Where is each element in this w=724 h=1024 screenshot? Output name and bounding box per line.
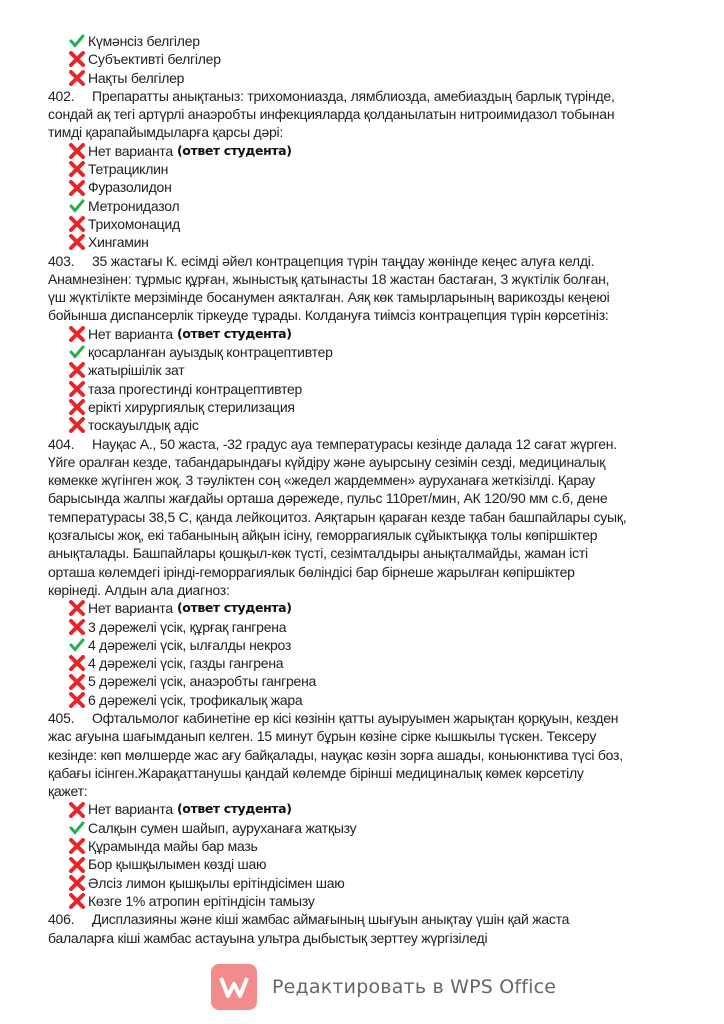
option-text: Нет варианта xyxy=(88,142,173,159)
cross-icon xyxy=(68,143,86,159)
question-text-line xyxy=(48,929,708,947)
question-text: анықталады. Башпайлары қошқыл-көк түсті, сезімталдыры анықталмайды, жаман істі xyxy=(48,545,588,562)
wps-logo-icon xyxy=(211,964,257,1010)
wps-edit-banner[interactable] xyxy=(211,964,556,1010)
question-text: Офтальмолог кабинетіне ер кісі көзінін қатты ауыруымен жарықтан қорқуын, кезден xyxy=(92,709,619,726)
question-text-line xyxy=(48,489,708,507)
question-text-line xyxy=(48,453,708,471)
answer-option xyxy=(48,215,708,233)
option-text: тоскауылдық адіс xyxy=(88,417,199,434)
cross-icon xyxy=(68,326,86,342)
cross-icon xyxy=(68,399,86,415)
question-text-line xyxy=(48,709,708,727)
option-text: Нақты белгілер xyxy=(88,69,185,86)
option-text: 6 дәрежелі үсік, трофикалық жара xyxy=(88,691,303,708)
question-text: үш жүктілікте мерзімінде босанумен аякталған. Аяқ көк тамырларының варикозды кеңеюі xyxy=(48,289,610,306)
question-text: Үйге оралған кезде, табандарындағы күйдіру және ауырсыну сезімін сезді, медициналық xyxy=(48,453,606,470)
option-text: Құрамында майы бар мазь xyxy=(88,838,258,855)
check-icon xyxy=(68,198,86,214)
option-text: таза прогестинді контрацептивтер xyxy=(88,380,303,397)
document-page xyxy=(48,32,708,947)
question-text-line xyxy=(48,306,708,324)
answer-option xyxy=(48,800,708,818)
question-text-line xyxy=(48,563,708,581)
question-text-line xyxy=(48,526,708,544)
question-text: жас ағуына шағымданып келген. 15 минут бұрын көзіне сірке кышкылы түскен. Тексеру xyxy=(48,728,597,745)
question-text: Препаратты анықтаныз: трихомониазда, лямблиозда, амебиаздың барлық түрінде, xyxy=(92,87,615,104)
question-text-line xyxy=(48,764,708,782)
question-text-line xyxy=(48,471,708,489)
option-text: Күмәнсіз белгілер xyxy=(88,33,200,49)
question-text: бойынша диспансерлік тіркеуде тұрады. Колдануға тиімсіз контрацепция түрін көрсетініз: xyxy=(48,307,609,324)
answer-option xyxy=(48,343,708,361)
student-answer-note: (ответ студента) xyxy=(176,600,292,616)
question-text-line xyxy=(48,746,708,764)
question-text-line xyxy=(48,288,708,306)
option-text: жатырішілік зат xyxy=(88,362,185,379)
question-text-line xyxy=(48,105,708,123)
cross-icon xyxy=(68,674,86,690)
cross-icon xyxy=(68,417,86,433)
question-text: қабағы ісінген.Жарақаттанушы қандай көлемде бірінші медициналық көмек көрсетілу xyxy=(48,764,584,781)
option-text: Әлсіз лимон қышқылы ерітіндісімен шаю xyxy=(88,874,345,891)
option-text: 5 дәрежелі үсік, анаэробты гангрена xyxy=(88,673,317,690)
question-text: сондай ақ тегі артүрлі анаэробты инфекцияларда қолданылатын нитроимидазол тобынан xyxy=(48,106,615,123)
question-text-line xyxy=(48,87,708,105)
answer-option xyxy=(48,636,708,654)
cross-icon xyxy=(68,216,86,232)
answer-option xyxy=(48,142,708,160)
cross-icon xyxy=(68,802,86,818)
question-text-line xyxy=(48,727,708,745)
answer-option xyxy=(48,654,708,672)
answer-option xyxy=(48,398,708,416)
cross-icon xyxy=(68,619,86,635)
option-text: 3 дәрежелі үсік, құрғақ гангрена xyxy=(88,618,287,635)
question-text-line xyxy=(48,581,708,599)
answer-option xyxy=(48,672,708,690)
question-text-line xyxy=(48,435,708,453)
answer-option xyxy=(48,380,708,398)
answer-option xyxy=(48,855,708,873)
option-text: ерікті хирургиялық стерилизация xyxy=(88,398,295,415)
question-text-line xyxy=(48,782,708,800)
question-text: тимді қарапайымдыларға қарсы дәрі: xyxy=(48,124,284,141)
option-text: Салқын сумен шайып, ауруханаға жатқызу xyxy=(88,819,357,836)
option-text: 4 дәрежелі үсік, ылғалды некроз xyxy=(88,636,292,653)
cross-icon xyxy=(68,234,86,250)
cross-icon xyxy=(68,362,86,378)
cross-icon xyxy=(68,655,86,671)
answer-option xyxy=(48,819,708,837)
answer-option xyxy=(48,160,708,178)
answer-option xyxy=(48,837,708,855)
cross-icon xyxy=(68,161,86,177)
question-number: 403. xyxy=(48,252,75,269)
question-text: көмекке жүгінген жоқ. 3 тәуліктен соң «жедел жардеммен» ауруханаға жеткізілді. Қарау xyxy=(48,472,596,489)
option-text: Бор қышқылымен көзді шаю xyxy=(88,856,267,873)
check-icon xyxy=(68,637,86,653)
question-text: 35 жастағы К. есімді әйел контрацепция түрін таңдау жөнінде кеңес алуға келді. xyxy=(92,252,595,269)
cross-icon xyxy=(68,857,86,873)
check-icon xyxy=(68,344,86,360)
question-text-line xyxy=(48,508,708,526)
cross-icon xyxy=(68,70,86,86)
cross-icon xyxy=(68,180,86,196)
question-number: 402. xyxy=(48,87,75,104)
cross-icon xyxy=(68,893,86,909)
option-text: Субъективті белгілер xyxy=(88,51,221,68)
question-text: Дисплазияны және кіші жамбас аймағының шығуын анықтау үшін қай жаста xyxy=(92,911,570,928)
answer-option xyxy=(48,874,708,892)
answer-option xyxy=(48,197,708,215)
student-answer-note: (ответ студента) xyxy=(176,325,292,341)
question-text: көрінеді. Алдын ала диагноз: xyxy=(48,581,230,598)
question-text: кезінде: көп мөлшерде жас ағу байқалады, науқас көзін зорға ашады, коньюнктива түсі боз, xyxy=(48,746,623,763)
answer-option xyxy=(48,178,708,196)
answer-option xyxy=(48,50,708,68)
option-text: Тетрациклин xyxy=(88,161,169,178)
question-text: орташа көлемдегі ірінді-геморрагиялык бөліндісі бар бірнеше жарылған көпіршіктер xyxy=(48,563,575,580)
cross-icon xyxy=(68,838,86,854)
question-text-line xyxy=(48,910,708,928)
question-text: температурасы 38,5 С, қанда лейкоцитоз. Аяқтарын қараған кезде табан башпайлары суық, xyxy=(48,508,627,525)
answer-option xyxy=(48,32,708,50)
question-number: 404. xyxy=(48,435,75,452)
question-text: қозғалысы жоқ, екі табанының айқын ісіну, геморрагиялык сұйыктыққа толы көпіршіктер xyxy=(48,527,598,544)
question-text-line xyxy=(48,544,708,562)
option-text: Көзге 1% атропин ерітіндісін тамызу xyxy=(88,892,315,909)
option-text: Нет варианта xyxy=(88,325,173,342)
answer-option xyxy=(48,416,708,434)
question-text: Анамнезінен: тұрмыс құрған, жыныстық қатынасты 18 жастан бастаған, 3 жүктілік болған, xyxy=(48,270,610,287)
cross-icon xyxy=(68,692,86,708)
student-answer-note: (ответ студента) xyxy=(176,142,292,158)
check-icon xyxy=(68,33,86,49)
option-text: Метронидазол xyxy=(88,197,180,214)
cross-icon xyxy=(68,51,86,67)
option-text: Фуразолидон xyxy=(88,179,172,196)
option-text: Хингамин xyxy=(88,234,149,251)
cross-icon xyxy=(68,875,86,891)
answer-option xyxy=(48,325,708,343)
question-text: қажет: xyxy=(48,783,88,800)
question-text-line xyxy=(48,252,708,270)
question-text-line xyxy=(48,270,708,288)
answer-option xyxy=(48,361,708,379)
cross-icon xyxy=(68,381,86,397)
question-number: 406. xyxy=(48,911,75,928)
option-text: 4 дәрежелі үсік, газды гангрена xyxy=(88,655,284,672)
check-icon xyxy=(68,820,86,836)
question-number: 405. xyxy=(48,709,75,726)
option-text: Нет варианта xyxy=(88,600,173,617)
option-text: Трихомонацид xyxy=(88,215,180,232)
question-text: Науқас А., 50 жаста, -32 градус ауа температурасы кезінде далада 12 сағат жүрген. xyxy=(92,435,617,452)
question-text: барысында жалпы жағдайы орташа дәрежеде, пульс 110рет/мин, АК 120/90 мм с.б, дене xyxy=(48,490,608,507)
option-text: қосарланған ауыздық контрацептивтер xyxy=(88,344,333,361)
answer-option xyxy=(48,691,708,709)
answer-option xyxy=(48,892,708,910)
answer-option xyxy=(48,69,708,87)
question-text: балаларға кіші жамбас астауына ультра дыбыстық зерттеу жүргізіледі xyxy=(48,929,488,946)
cross-icon xyxy=(68,600,86,616)
answer-option xyxy=(48,618,708,636)
question-text-line xyxy=(48,123,708,141)
answer-option xyxy=(48,233,708,251)
student-answer-note: (ответ студента) xyxy=(176,801,292,817)
answer-option xyxy=(48,599,708,617)
wps-edit-label: Редактировать в WPS Office xyxy=(272,976,557,998)
option-text: Нет варианта xyxy=(88,801,173,818)
